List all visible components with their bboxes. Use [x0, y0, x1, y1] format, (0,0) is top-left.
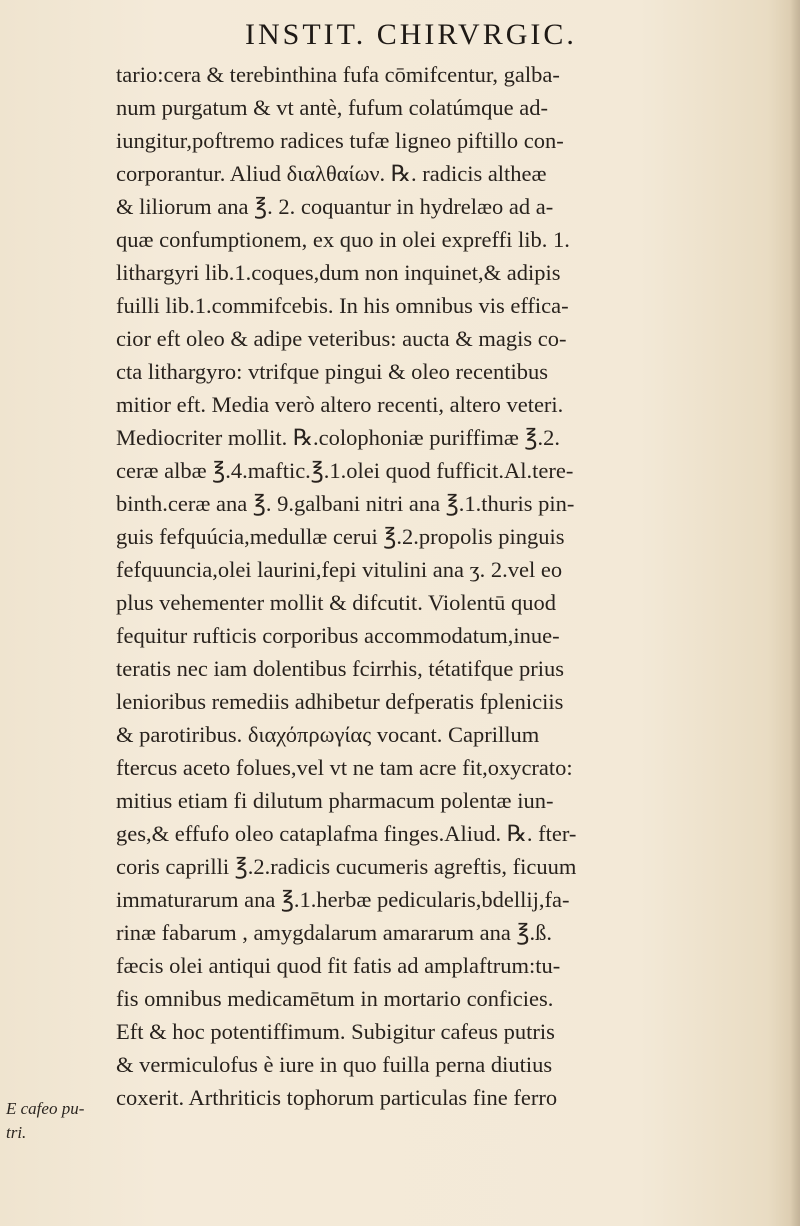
- body-text: [116, 58, 792, 1114]
- text-line: num purgatum & vt antè, fufum colatúmque ad-: [116, 95, 548, 120]
- text-line: lithargyri lib.1.coques,dum non inquinet,& adipis: [116, 260, 561, 285]
- margin-note-line: tri.: [6, 1123, 27, 1142]
- text-line: guis fefquúcia,medullæ cerui ℥.2.propolis pinguis: [116, 524, 565, 549]
- text-line: ceræ albæ ℥.4.maftic.℥.1.olei quod fufficit.Al.tere-: [116, 458, 574, 483]
- text-line: binth.ceræ ana ℥. 9.galbani nitri ana ℥.1.thuris pin-: [116, 491, 575, 516]
- text-line: Mediocriter mollit. ℞.colophoniæ puriffimæ ℥.2.: [116, 425, 560, 450]
- text-line: fuilli lib.1.commifcebis. In his omnibus vis effica-: [116, 293, 569, 318]
- margin-note: [6, 1097, 116, 1145]
- text-line: & liliorum ana ℥. 2. coquantur in hydrelæo ad a-: [116, 194, 554, 219]
- text-line: fæcis olei antiqui quod fit fatis ad amplaftrum:tu-: [116, 953, 561, 978]
- text-line: corporantur. Aliud διαλθαίων. ℞. radicis altheæ: [116, 161, 547, 186]
- text-line: fis omnibus medicamētum in mortario conficies.: [116, 986, 554, 1011]
- text-line: iungitur,poftremo radices tufæ ligneo piftillo con-: [116, 128, 564, 153]
- margin-note-line: E cafeo pu-: [6, 1099, 85, 1118]
- text-line: coxerit. Arthriticis tophorum particulas fine ferro: [116, 1085, 558, 1110]
- text-line: fequitur rufticis corporibus accommodatum,inue-: [116, 623, 560, 648]
- text-line: fefquuncia,olei laurini,fepi vitulini ana ʒ. 2.vel eo: [116, 557, 563, 582]
- text-line: immaturarum ana ℥.1.herbæ pedicularis,bdellij,fa-: [116, 887, 570, 912]
- text-line: & vermiculofus è iure in quo fuilla perna diutius: [116, 1052, 553, 1077]
- text-line: teratis nec iam dolentibus fcirrhis, tétatifque prius: [116, 656, 564, 681]
- text-line: ges,& effufo oleo cataplafma finges.Aliud. ℞. fter-: [116, 821, 577, 846]
- text-line: ftercus aceto folues,vel vt ne tam acre fit,oxycrato:: [116, 755, 573, 780]
- text-line: rinæ fabarum , amygdalarum amararum ana ℥.ß.: [116, 920, 552, 945]
- text-line: cior eft oleo & adipe veteribus: aucta & magis co-: [116, 326, 567, 351]
- text-line: coris caprilli ℥.2.radicis cucumeris agreftis, ficuum: [116, 854, 577, 879]
- text-line: & parotiribus. διαχόπρωγίας vocant. Caprillum: [116, 722, 540, 747]
- text-line: mitior eft. Media verò altero recenti, altero veteri.: [116, 392, 564, 417]
- text-line: quæ confumptionem, ex quo in olei expreffi lib. 1.: [116, 227, 570, 252]
- text-line: lenioribus remediis adhibetur defperatis fpleniciis: [116, 689, 564, 714]
- running-head: INSTIT. CHIRVRGIC.: [245, 18, 577, 51]
- text-line: Eft & hoc potentiffimum. Subigitur cafeus putris: [116, 1019, 555, 1044]
- text-line: tario:cera & terebinthina fufa cōmifcentur, galba-: [116, 62, 560, 87]
- text-line: plus vehementer mollit & difcutit. Violentū quod: [116, 590, 557, 615]
- text-line: cta lithargyro: vtrifque pingui & oleo recentibus: [116, 359, 548, 384]
- text-line: mitius etiam fi dilutum pharmacum polentæ iun-: [116, 788, 554, 813]
